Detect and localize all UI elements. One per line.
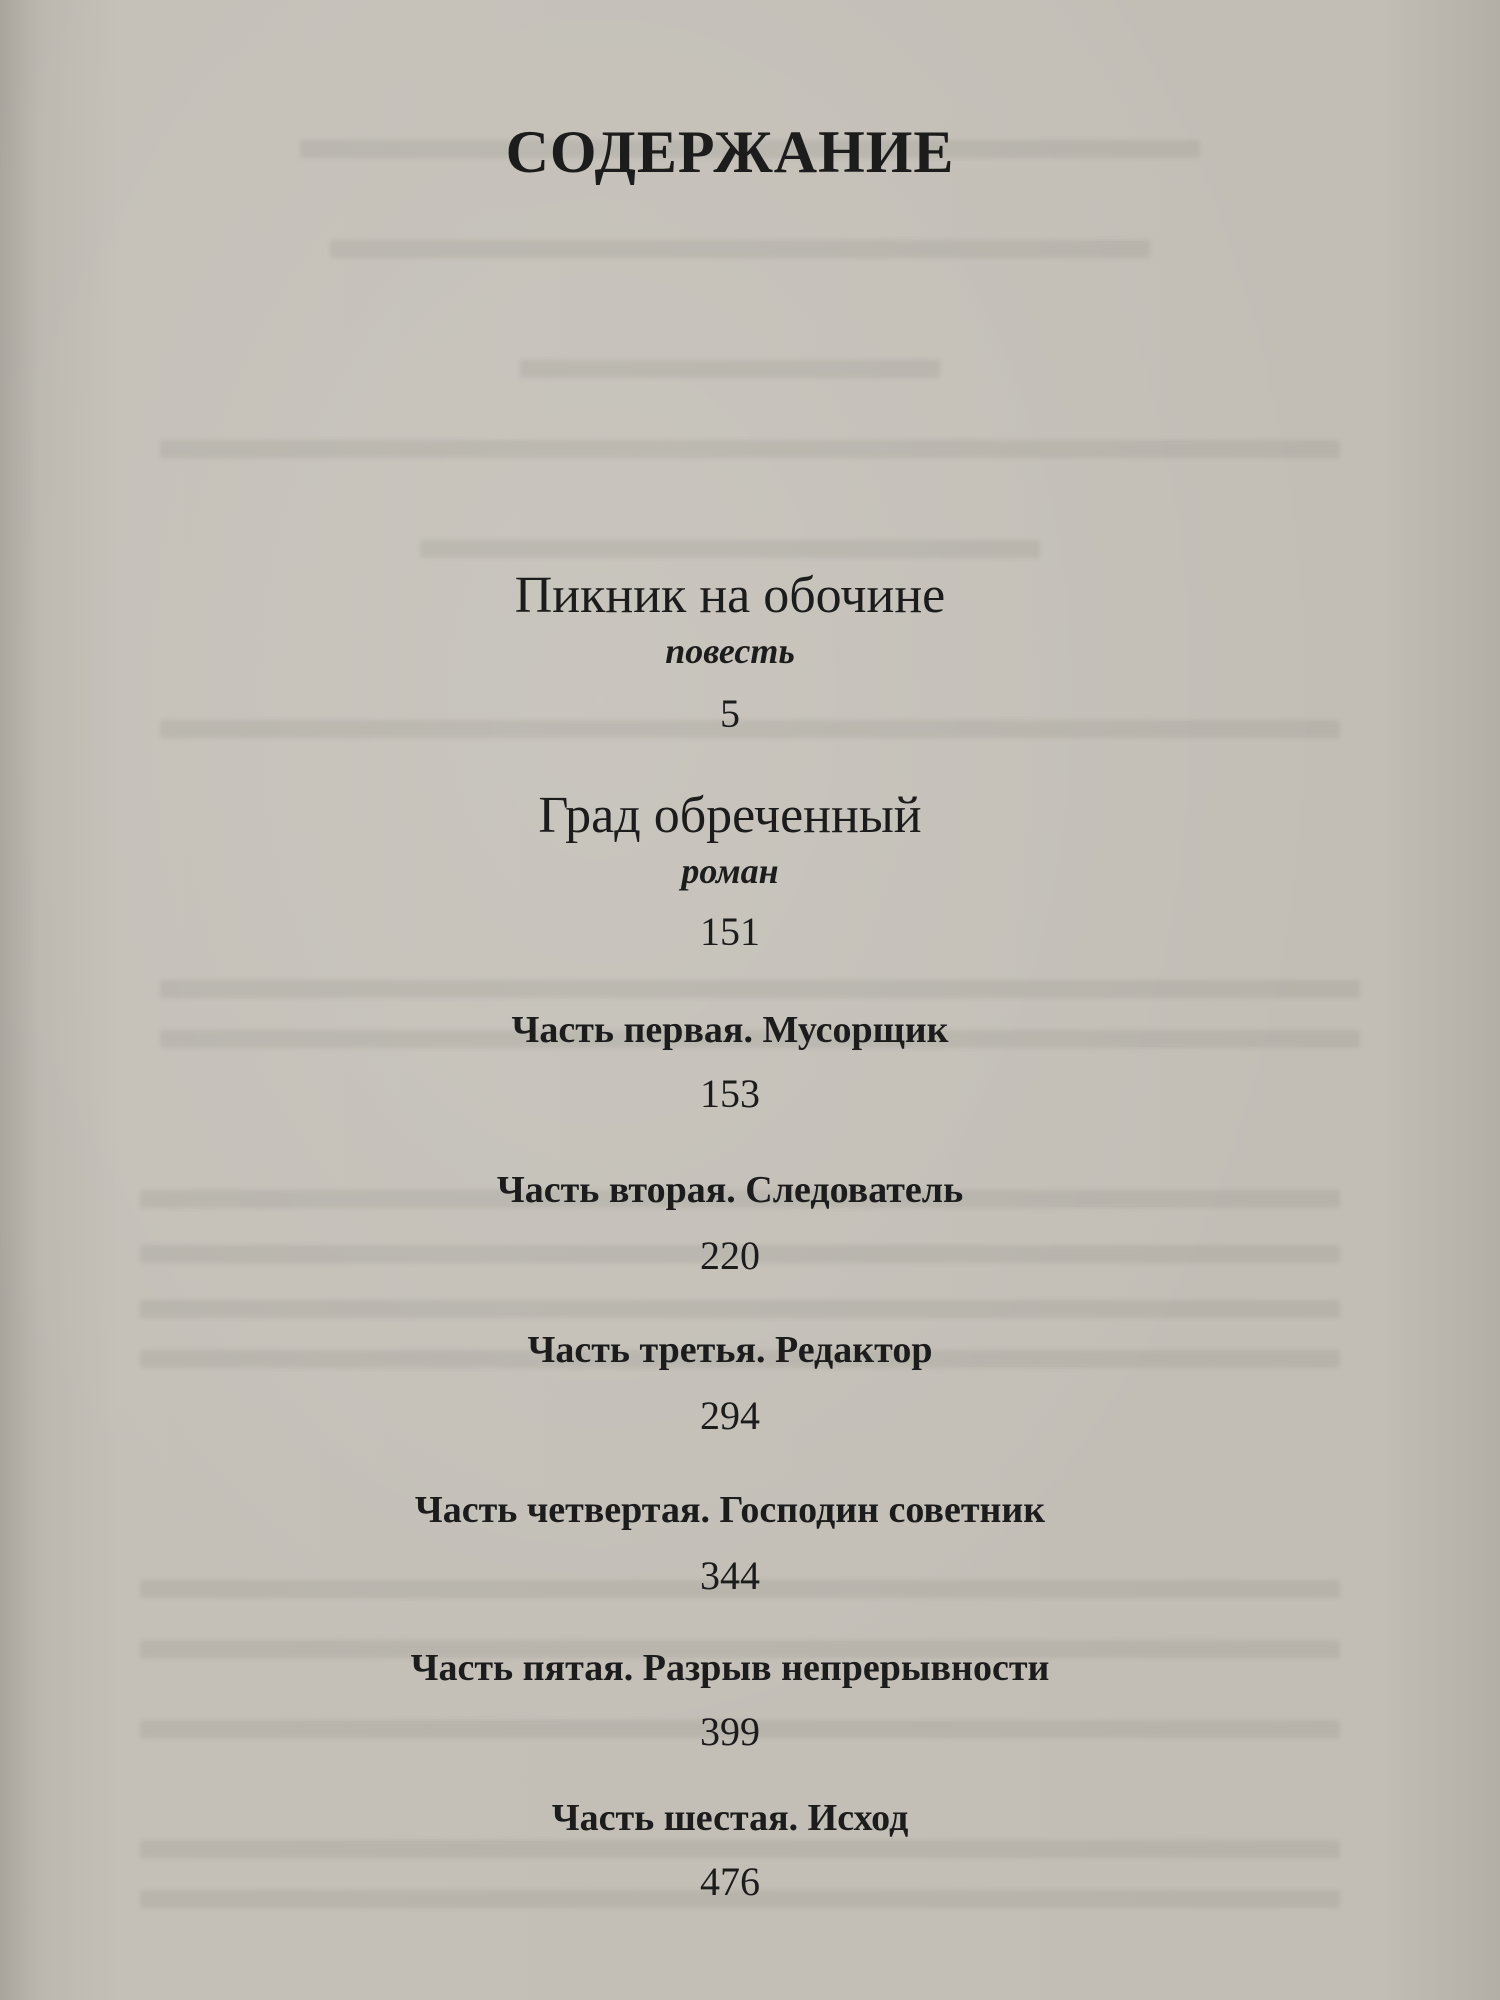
part-page-2: 220 bbox=[700, 1233, 760, 1278]
part-title-5: Часть пятая. Разрыв непрерывности bbox=[410, 1647, 1050, 1689]
part-page-5: 399 bbox=[700, 1709, 760, 1754]
work-genre-picnic: повесть bbox=[665, 631, 795, 671]
work-title-picnic: Пикник на обочине bbox=[514, 567, 946, 624]
work-genre-doomed-city: роман bbox=[681, 851, 779, 891]
work-page-doomed-city: 151 bbox=[700, 909, 760, 954]
page-title: СОДЕРЖАНИЕ bbox=[505, 119, 955, 185]
work-page-picnic: 5 bbox=[720, 691, 740, 736]
part-page-4: 344 bbox=[700, 1553, 760, 1598]
part-title-4: Часть четвертая. Господин советник bbox=[414, 1489, 1046, 1531]
part-page-6: 476 bbox=[700, 1859, 760, 1904]
part-page-1: 153 bbox=[700, 1071, 760, 1116]
work-title-doomed-city: Град обреченный bbox=[538, 787, 922, 844]
part-title-3: Часть третья. Редактор bbox=[527, 1329, 933, 1371]
part-page-3: 294 bbox=[700, 1393, 760, 1438]
part-title-1: Часть первая. Мусорщик bbox=[511, 1009, 949, 1051]
part-title-2: Часть вторая. Следователь bbox=[496, 1169, 964, 1211]
part-title-6: Часть шестая. Исход bbox=[551, 1797, 909, 1839]
